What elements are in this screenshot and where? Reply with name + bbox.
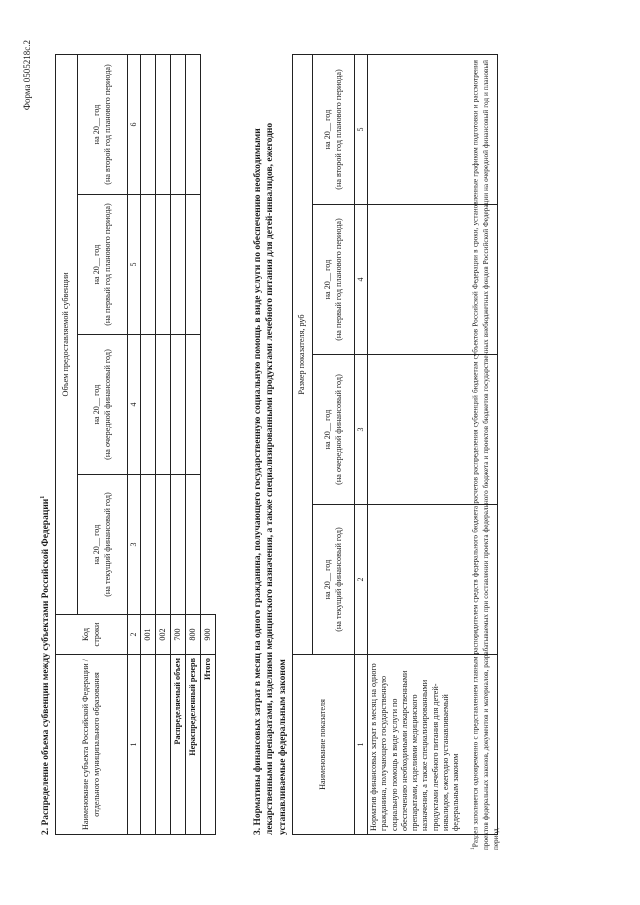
header-indicator-name: Наименование показателя — [293, 655, 355, 835]
value-cell[interactable] — [171, 195, 186, 335]
row-code-cell: 700 — [171, 615, 186, 655]
subject-name-cell[interactable] — [156, 655, 171, 835]
header-subject-name: Наименование субъекта Российской Федерации / отдельного муниципального образования — [56, 655, 128, 835]
header-year-current — [313, 505, 355, 655]
empty-cell — [201, 475, 216, 615]
year-label: на 20__ год — [92, 524, 102, 565]
year-sub: (на второй год планового периода) — [333, 69, 343, 190]
row-code-cell: 001 — [141, 615, 156, 655]
year-sub: (на второй год планового периода) — [102, 64, 112, 185]
table-row — [171, 54, 186, 834]
table-row — [201, 54, 216, 834]
value-cell[interactable] — [141, 195, 156, 335]
year-label: на 20__ год — [323, 559, 333, 600]
table-row — [141, 54, 156, 834]
year-sub: (на текущий финансовый год) — [333, 527, 343, 632]
year-sub: (на очередной финансовый год) — [102, 349, 112, 460]
column-number-row — [355, 55, 368, 835]
header-year-plan2 — [78, 54, 128, 194]
row-code-cell: 900 — [201, 615, 216, 655]
row-code-cell: 002 — [156, 615, 171, 655]
year-sub: (на текущий финансовый год) — [102, 492, 112, 597]
header-indicator-size: Размер показателя, руб — [293, 55, 313, 655]
footnote-text: Раздел заполняется одновременно с представлением главным распорядителем средств федерального бюджета расчетов распределения субвенций бюджетам субъектов Российской Федерации в сроки, установленные графиком подготовки и рассмотрения проектов федеральных законов, документов и материалов, разрабатываемых при составлении проекта федерального бюджета и проектов бюджетов государственных внебюджетных фондов Российской Федерации на очередной финансовый год и плановый период. — [471, 60, 501, 850]
header-year-plan1 — [313, 205, 355, 355]
col-number: 5 — [128, 195, 141, 335]
value-cell[interactable] — [186, 475, 201, 615]
value-cell[interactable] — [141, 475, 156, 615]
value-cell[interactable] — [156, 335, 171, 475]
row-label-distributed: Распределяемый объем — [171, 655, 186, 835]
value-cell[interactable] — [141, 54, 156, 194]
section2-title-text: 2. Распределение объема субвенции между субъектами Российской Федерации — [41, 498, 52, 835]
section3-title: 3. Нормативы финансовых затрат в месяц на одного гражданина, получающего государственную социальную помощь в виде услуги по обеспечению необходимыми лекарственными препаратами, изделиями медицинского назначения, а также специализированными продуктами лечебного питания для детей-инвалидов, ежегодно устанавливаемые федеральным законом — [253, 122, 288, 835]
value-cell[interactable] — [156, 475, 171, 615]
header-row-code: Код строки — [56, 615, 128, 655]
row-label-reserve: Нераспределенный резерв — [186, 655, 201, 835]
financial-norms-table — [292, 54, 498, 835]
row-code-cell: 800 — [186, 615, 201, 655]
section2-title — [40, 496, 51, 835]
col-number: 3 — [355, 355, 368, 505]
year-label: на 20__ год — [92, 104, 102, 145]
row-label-total: Итого — [201, 655, 216, 835]
year-sub: (на первый год планового периода) — [102, 203, 112, 326]
form-code: Форма 0505218с.2 — [22, 40, 32, 111]
subvention-distribution-table — [55, 54, 216, 835]
col-number: 4 — [128, 335, 141, 475]
col-number: 2 — [355, 505, 368, 655]
year-label: на 20__ год — [92, 384, 102, 425]
year-sub: (на первый год планового периода) — [333, 218, 343, 341]
norm-description-cell: Норматив финансовых затрат в месяц на одного гражданина, получающего государственную социальную помощь в виде услуги по обеспечению необходимыми лекарственными препаратами, изделиями медицинского назначения, а также специализированными продуктами лечебного питания для детей-инвалидов, ежегодно устанавливаемый федеральным законом — [368, 655, 498, 835]
col-number: 1 — [355, 655, 368, 835]
empty-cell — [201, 54, 216, 194]
year-label: на 20__ год — [92, 244, 102, 285]
value-cell[interactable] — [186, 335, 201, 475]
value-cell[interactable] — [156, 54, 171, 194]
section2-title-footnote-mark: 1 — [40, 495, 46, 499]
value-cell[interactable] — [171, 335, 186, 475]
header-year-next — [313, 355, 355, 505]
year-label: на 20__ год — [323, 259, 333, 300]
value-cell[interactable] — [171, 54, 186, 194]
value-cell[interactable] — [141, 335, 156, 475]
column-number-row — [128, 54, 141, 834]
empty-cell — [201, 195, 216, 335]
subject-name-cell[interactable] — [141, 655, 156, 835]
col-number: 5 — [355, 55, 368, 205]
header-subvention-volume: Объем предоставляемой субвенции — [56, 54, 78, 614]
header-year-plan1 — [78, 195, 128, 335]
year-sub: (на очередной финансовый год) — [333, 374, 343, 485]
year-label: на 20__ год — [323, 109, 333, 150]
value-cell[interactable] — [186, 54, 201, 194]
header-year-plan2 — [313, 55, 355, 205]
footnote-mark: 1 — [470, 847, 476, 850]
col-number: 1 — [128, 655, 141, 835]
header-year-current — [78, 475, 128, 615]
value-cell[interactable] — [186, 195, 201, 335]
col-number: 6 — [128, 54, 141, 194]
col-number: 2 — [128, 615, 141, 655]
value-cell[interactable] — [171, 475, 186, 615]
table-row — [156, 54, 171, 834]
year-label: на 20__ год — [323, 409, 333, 450]
header-year-next — [78, 335, 128, 475]
table-row — [186, 54, 201, 834]
col-number: 3 — [128, 475, 141, 615]
col-number: 4 — [355, 205, 368, 355]
value-cell[interactable] — [156, 195, 171, 335]
footnote — [470, 60, 502, 850]
empty-cell — [201, 335, 216, 475]
